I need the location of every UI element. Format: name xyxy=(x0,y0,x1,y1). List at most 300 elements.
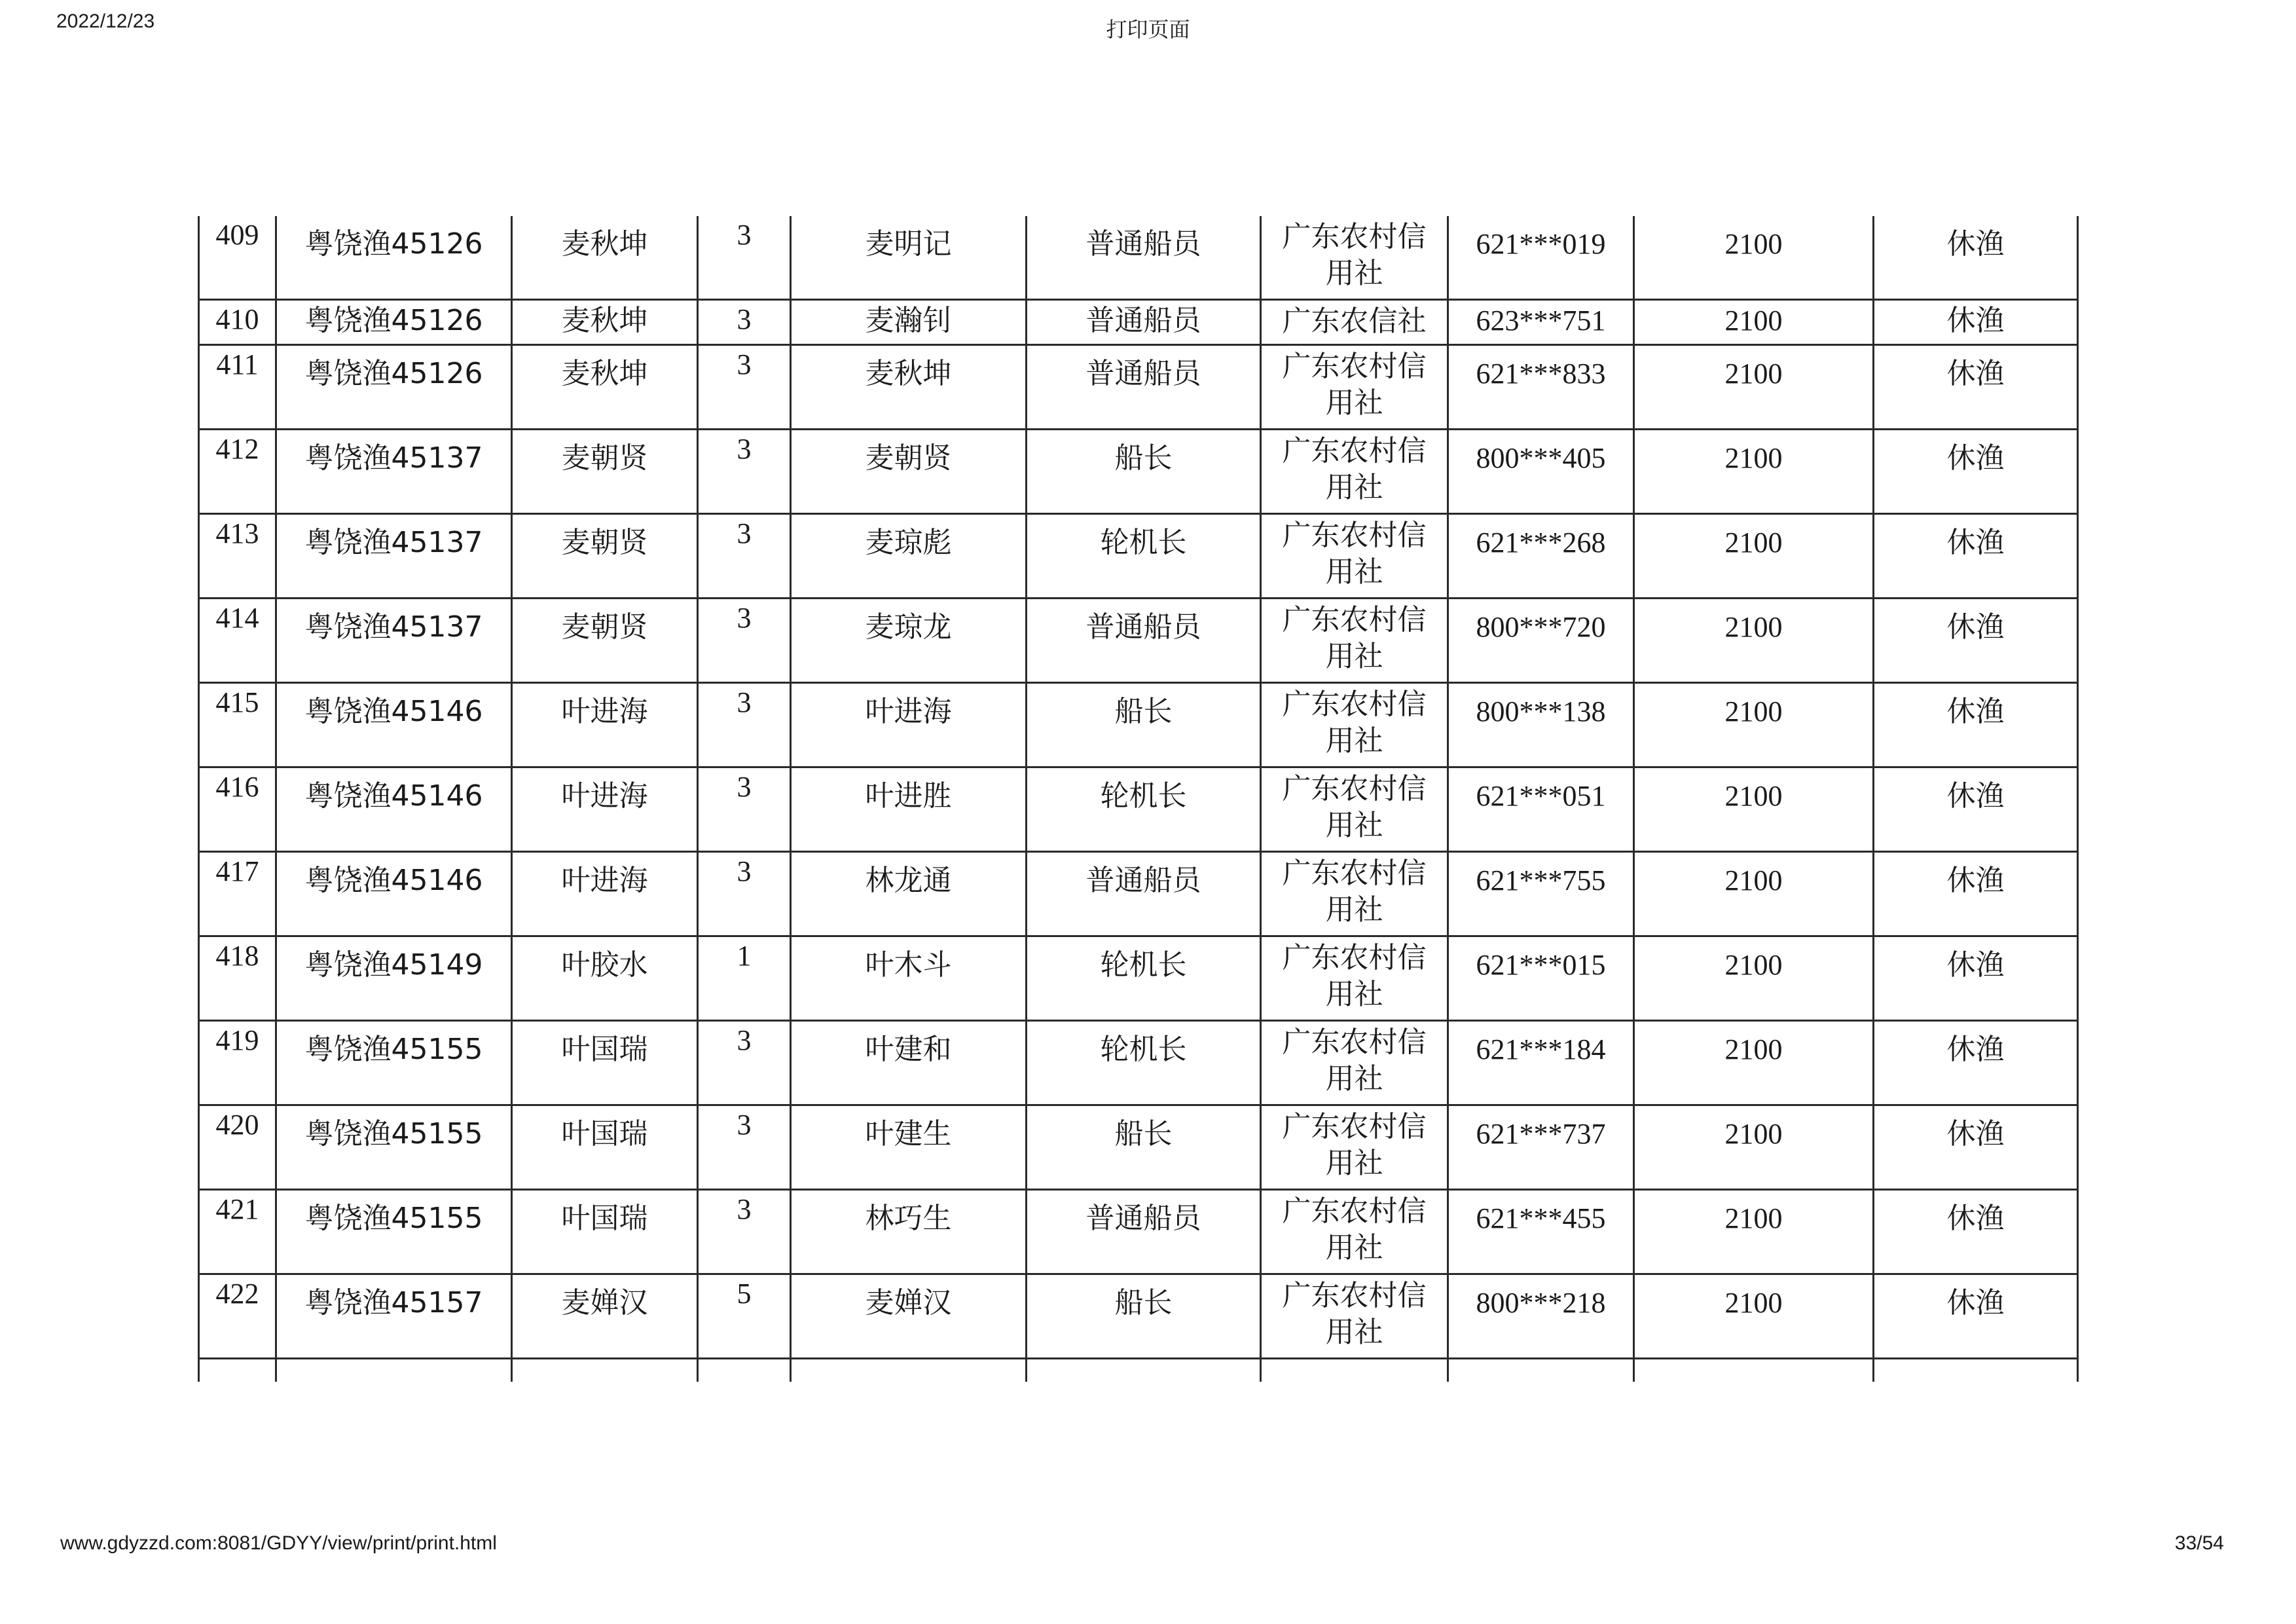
row-number-text: 420 xyxy=(215,1109,259,1141)
bank-name-line: 广东农村信 xyxy=(1282,350,1427,383)
account-cell xyxy=(1448,300,1634,345)
vessel-number-cell xyxy=(276,1274,512,1359)
amount-cell xyxy=(1634,1105,1874,1190)
amount-cell xyxy=(1634,430,1874,514)
owner-name-cell xyxy=(512,1274,698,1359)
crew-name-text: 叶建生 xyxy=(865,1117,952,1151)
bank-cell xyxy=(1261,767,1448,852)
crew-count-text: 3 xyxy=(737,348,752,380)
account-text: 621***833 xyxy=(1476,358,1606,390)
bank-cell xyxy=(1261,430,1448,514)
owner-name-text: 麦婵汉 xyxy=(561,1286,648,1320)
bank-name-line: 广东农村信 xyxy=(1282,1025,1427,1059)
crew-role-cell xyxy=(1027,936,1261,1021)
row-number-cell xyxy=(199,1190,276,1274)
crew-count-cell xyxy=(698,683,791,767)
crew-name-cell xyxy=(791,1190,1027,1274)
crew-subsidy-table xyxy=(198,216,2079,1382)
owner-name-text: 麦朝贤 xyxy=(561,441,648,475)
crew-count-text: 3 xyxy=(737,1109,752,1141)
crew-role-cell xyxy=(1027,852,1261,936)
crew-role-cell xyxy=(1027,430,1261,514)
amount-text: 2100 xyxy=(1724,864,1783,896)
crew-name-text: 林龙通 xyxy=(865,864,952,897)
account-cell xyxy=(1448,216,1634,300)
amount-cell xyxy=(1634,852,1874,936)
status-cell xyxy=(1874,767,2078,852)
bank-name-line: 广东农村信 xyxy=(1282,519,1427,552)
account-text: 621***455 xyxy=(1476,1202,1606,1234)
owner-name-cell xyxy=(512,1021,698,1105)
bank-name-line: 广东农村信 xyxy=(1282,772,1427,805)
amount-text: 2100 xyxy=(1724,442,1783,474)
crew-name-cell xyxy=(791,683,1027,767)
row-number-cell xyxy=(199,1274,276,1359)
crew-role-text: 轮机长 xyxy=(1100,948,1187,982)
owner-name-text: 叶国瑞 xyxy=(561,1202,648,1235)
bank-cell xyxy=(1261,514,1448,599)
row-number-cell xyxy=(199,852,276,936)
owner-name-text: 麦秋坤 xyxy=(561,304,648,337)
crew-role-cell xyxy=(1027,345,1261,430)
print-date: 2022/12/23 xyxy=(56,10,155,32)
account-text: 800***138 xyxy=(1476,695,1606,728)
bank-name-line: 用社 xyxy=(1325,555,1383,589)
table-row xyxy=(199,514,2078,599)
account-cell xyxy=(1448,514,1634,599)
crew-name-text: 麦琼彪 xyxy=(865,526,952,559)
owner-name-text: 叶国瑞 xyxy=(561,1117,648,1151)
table-row xyxy=(199,1190,2078,1274)
crew-count-cell xyxy=(698,300,791,345)
crew-count-text: 3 xyxy=(737,602,752,634)
table-row xyxy=(199,430,2078,514)
empty-cell xyxy=(199,1359,276,1382)
row-number-text: 418 xyxy=(215,940,259,972)
bank-cell xyxy=(1261,852,1448,936)
table-row xyxy=(199,936,2078,1021)
crew-role-cell xyxy=(1027,1105,1261,1190)
amount-cell xyxy=(1634,599,1874,683)
amount-cell xyxy=(1634,300,1874,345)
amount-cell xyxy=(1634,1190,1874,1274)
amount-text: 2100 xyxy=(1724,1202,1783,1234)
row-number-text: 421 xyxy=(215,1193,259,1225)
vessel-number-cell xyxy=(276,936,512,1021)
crew-role-text: 普通船员 xyxy=(1085,304,1201,337)
owner-name-text: 麦秋坤 xyxy=(561,357,648,390)
status-cell xyxy=(1874,852,2078,936)
page-number: 33/54 xyxy=(2174,1532,2224,1554)
bank-cell xyxy=(1261,216,1448,300)
crew-name-text: 麦婵汉 xyxy=(865,1286,952,1320)
owner-name-cell xyxy=(512,345,698,430)
empty-cell xyxy=(1027,1359,1261,1382)
crew-name-text: 叶建和 xyxy=(865,1033,952,1066)
amount-cell xyxy=(1634,345,1874,430)
bank-name-line: 广东农村信 xyxy=(1282,220,1427,253)
crew-role-cell xyxy=(1027,683,1261,767)
amount-cell xyxy=(1634,1274,1874,1359)
bank-name-line: 广东农信社 xyxy=(1282,304,1427,338)
vessel-number-text: 粤饶渔45126 xyxy=(304,304,483,337)
vessel-number-cell xyxy=(276,345,512,430)
status-cell xyxy=(1874,1190,2078,1274)
crew-count-cell xyxy=(698,936,791,1021)
account-text: 621***184 xyxy=(1476,1033,1606,1065)
row-number-cell xyxy=(199,345,276,430)
account-cell xyxy=(1448,852,1634,936)
vessel-number-cell xyxy=(276,1190,512,1274)
status-text: 休渔 xyxy=(1946,695,2005,728)
table-row xyxy=(199,345,2078,430)
amount-cell xyxy=(1634,767,1874,852)
row-number-cell xyxy=(199,767,276,852)
bank-name-line: 广东农村信 xyxy=(1282,857,1427,890)
row-number-cell xyxy=(199,300,276,345)
row-number-text: 410 xyxy=(215,303,259,335)
account-text: 621***051 xyxy=(1476,780,1606,812)
owner-name-text: 叶进海 xyxy=(561,779,648,813)
bank-name-line: 广东农村信 xyxy=(1282,1194,1427,1228)
row-number-cell xyxy=(199,936,276,1021)
crew-count-cell xyxy=(698,345,791,430)
crew-name-text: 麦秋坤 xyxy=(865,357,952,390)
amount-cell xyxy=(1634,1021,1874,1105)
crew-name-text: 麦明记 xyxy=(865,227,952,261)
account-cell xyxy=(1448,767,1634,852)
account-text: 621***015 xyxy=(1476,949,1606,981)
crew-count-text: 3 xyxy=(737,303,752,335)
crew-role-text: 船长 xyxy=(1114,441,1173,475)
crew-count-cell xyxy=(698,514,791,599)
status-cell xyxy=(1874,430,2078,514)
row-number-cell xyxy=(199,514,276,599)
crew-count-text: 1 xyxy=(737,940,752,972)
crew-role-text: 普通船员 xyxy=(1085,864,1201,897)
bank-cell xyxy=(1261,936,1448,1021)
account-cell xyxy=(1448,683,1634,767)
vessel-number-text: 粤饶渔45146 xyxy=(304,695,483,728)
bank-cell xyxy=(1261,599,1448,683)
empty-cell xyxy=(791,1359,1027,1382)
status-text: 休渔 xyxy=(1946,1286,2005,1320)
status-cell xyxy=(1874,345,2078,430)
crew-name-cell xyxy=(791,599,1027,683)
crew-count-cell xyxy=(698,430,791,514)
crew-name-text: 麦朝贤 xyxy=(865,441,952,475)
bank-cell xyxy=(1261,683,1448,767)
account-cell xyxy=(1448,599,1634,683)
row-number-cell xyxy=(199,599,276,683)
account-cell xyxy=(1448,1105,1634,1190)
bank-cell xyxy=(1261,1190,1448,1274)
row-number-text: 409 xyxy=(215,219,259,251)
crew-name-cell xyxy=(791,1021,1027,1105)
account-text: 621***019 xyxy=(1476,228,1606,260)
crew-name-text: 叶进胜 xyxy=(865,779,952,813)
row-number-text: 412 xyxy=(215,433,259,465)
vessel-number-cell xyxy=(276,599,512,683)
account-text: 621***737 xyxy=(1476,1118,1606,1150)
owner-name-text: 叶胶水 xyxy=(561,948,648,982)
bank-name-line: 用社 xyxy=(1325,1316,1383,1349)
row-number-text: 415 xyxy=(215,686,259,718)
status-text: 休渔 xyxy=(1946,948,2005,982)
bank-name-line: 用社 xyxy=(1325,1147,1383,1180)
vessel-number-cell xyxy=(276,514,512,599)
amount-text: 2100 xyxy=(1724,526,1783,559)
owner-name-cell xyxy=(512,430,698,514)
account-cell xyxy=(1448,430,1634,514)
crew-role-text: 普通船员 xyxy=(1085,1202,1201,1235)
status-text: 休渔 xyxy=(1946,1033,2005,1066)
vessel-number-cell xyxy=(276,767,512,852)
crew-count-cell xyxy=(698,216,791,300)
amount-text: 2100 xyxy=(1724,304,1783,337)
table-row xyxy=(199,1274,2078,1359)
crew-name-cell xyxy=(791,1105,1027,1190)
amount-cell xyxy=(1634,936,1874,1021)
vessel-number-cell xyxy=(276,300,512,345)
crew-name-text: 叶进海 xyxy=(865,695,952,728)
crew-role-cell xyxy=(1027,1190,1261,1274)
bank-name-line: 用社 xyxy=(1325,724,1383,758)
status-text: 休渔 xyxy=(1946,610,2005,644)
vessel-number-cell xyxy=(276,683,512,767)
bank-cell xyxy=(1261,345,1448,430)
amount-text: 2100 xyxy=(1724,780,1783,812)
bank-cell xyxy=(1261,1105,1448,1190)
owner-name-cell xyxy=(512,936,698,1021)
bank-name-line: 广东农村信 xyxy=(1282,434,1427,468)
table-row xyxy=(199,852,2078,936)
vessel-number-text: 粤饶渔45126 xyxy=(304,357,483,390)
bank-name-line: 用社 xyxy=(1325,809,1383,842)
crew-role-text: 船长 xyxy=(1114,695,1173,728)
vessel-number-text: 粤饶渔45157 xyxy=(304,1286,483,1320)
empty-cell xyxy=(1634,1359,1874,1382)
crew-role-cell xyxy=(1027,1021,1261,1105)
status-cell xyxy=(1874,1105,2078,1190)
bank-name-line: 广东农村信 xyxy=(1282,688,1427,721)
empty-cell xyxy=(1874,1359,2078,1382)
bank-name-line: 用社 xyxy=(1325,471,1383,504)
owner-name-text: 叶进海 xyxy=(561,695,648,728)
empty-cell xyxy=(276,1359,512,1382)
table-row xyxy=(199,300,2078,345)
amount-cell xyxy=(1634,216,1874,300)
crew-role-text: 船长 xyxy=(1114,1286,1173,1320)
bank-name-line: 用社 xyxy=(1325,386,1383,420)
status-cell xyxy=(1874,936,2078,1021)
row-number-cell xyxy=(199,1021,276,1105)
vessel-number-text: 粤饶渔45155 xyxy=(304,1033,483,1066)
status-text: 休渔 xyxy=(1946,227,2005,261)
continued-row-stub xyxy=(199,1359,2078,1382)
empty-cell xyxy=(512,1359,698,1382)
owner-name-text: 叶进海 xyxy=(561,864,648,897)
status-text: 休渔 xyxy=(1946,304,2005,337)
status-text: 休渔 xyxy=(1946,1117,2005,1151)
row-number-text: 417 xyxy=(215,855,259,887)
crew-count-cell xyxy=(698,1105,791,1190)
crew-role-text: 普通船员 xyxy=(1085,610,1201,644)
vessel-number-text: 粤饶渔45146 xyxy=(304,779,483,813)
crew-name-text: 林巧生 xyxy=(865,1202,952,1235)
owner-name-text: 麦朝贤 xyxy=(561,526,648,559)
account-text: 800***218 xyxy=(1476,1287,1606,1319)
crew-count-cell xyxy=(698,599,791,683)
amount-cell xyxy=(1634,683,1874,767)
amount-cell xyxy=(1634,514,1874,599)
crew-name-cell xyxy=(791,345,1027,430)
crew-count-cell xyxy=(698,1190,791,1274)
page-title: 打印页面 xyxy=(1106,17,1190,42)
crew-count-cell xyxy=(698,1274,791,1359)
owner-name-cell xyxy=(512,683,698,767)
vessel-number-text: 粤饶渔45137 xyxy=(304,526,483,559)
crew-role-cell xyxy=(1027,300,1261,345)
status-cell xyxy=(1874,599,2078,683)
amount-text: 2100 xyxy=(1724,949,1783,981)
account-text: 623***751 xyxy=(1476,304,1606,337)
status-cell xyxy=(1874,514,2078,599)
owner-name-text: 麦朝贤 xyxy=(561,610,648,644)
account-text: 800***720 xyxy=(1476,611,1606,643)
status-text: 休渔 xyxy=(1946,526,2005,559)
amount-text: 2100 xyxy=(1724,695,1783,728)
crew-name-cell xyxy=(791,216,1027,300)
empty-cell xyxy=(1448,1359,1634,1382)
crew-role-cell xyxy=(1027,767,1261,852)
vessel-number-text: 粤饶渔45126 xyxy=(304,227,483,261)
status-text: 休渔 xyxy=(1946,779,2005,813)
crew-role-text: 轮机长 xyxy=(1100,1033,1187,1066)
vessel-number-text: 粤饶渔45149 xyxy=(304,948,483,982)
bank-cell xyxy=(1261,1021,1448,1105)
table-row xyxy=(199,1021,2078,1105)
vessel-number-cell xyxy=(276,216,512,300)
crew-role-cell xyxy=(1027,514,1261,599)
vessel-number-text: 粤饶渔45155 xyxy=(304,1117,483,1151)
account-cell xyxy=(1448,1190,1634,1274)
bank-name-line: 用社 xyxy=(1325,1231,1383,1264)
amount-text: 2100 xyxy=(1724,1287,1783,1319)
crew-role-cell xyxy=(1027,1274,1261,1359)
account-cell xyxy=(1448,936,1634,1021)
vessel-number-text: 粤饶渔45137 xyxy=(304,441,483,475)
table-row xyxy=(199,1105,2078,1190)
crew-count-cell xyxy=(698,767,791,852)
bank-name-line: 用社 xyxy=(1325,978,1383,1011)
crew-count-text: 3 xyxy=(737,1024,752,1056)
crew-role-text: 轮机长 xyxy=(1100,779,1187,813)
table-row xyxy=(199,599,2078,683)
status-cell xyxy=(1874,300,2078,345)
crew-count-text: 3 xyxy=(737,219,752,251)
bank-name-line: 用社 xyxy=(1325,257,1383,290)
crew-count-text: 3 xyxy=(737,517,752,549)
crew-name-text: 麦琼龙 xyxy=(865,610,952,644)
row-number-text: 411 xyxy=(216,348,259,380)
crew-name-text: 叶木斗 xyxy=(865,948,952,982)
row-number-cell xyxy=(199,683,276,767)
crew-count-text: 3 xyxy=(737,771,752,803)
account-text: 621***755 xyxy=(1476,864,1606,896)
row-number-cell xyxy=(199,430,276,514)
table-row xyxy=(199,216,2078,300)
status-cell xyxy=(1874,216,2078,300)
owner-name-cell xyxy=(512,852,698,936)
status-cell xyxy=(1874,1021,2078,1105)
owner-name-text: 麦秋坤 xyxy=(561,227,648,261)
account-cell xyxy=(1448,1021,1634,1105)
owner-name-cell xyxy=(512,599,698,683)
vessel-number-cell xyxy=(276,430,512,514)
account-cell xyxy=(1448,345,1634,430)
crew-count-cell xyxy=(698,852,791,936)
bank-name-line: 用社 xyxy=(1325,640,1383,673)
amount-text: 2100 xyxy=(1724,1118,1783,1150)
owner-name-cell xyxy=(512,767,698,852)
account-cell xyxy=(1448,1274,1634,1359)
crew-name-text: 麦瀚钊 xyxy=(865,304,952,337)
crew-role-text: 普通船员 xyxy=(1085,357,1201,390)
crew-count-text: 3 xyxy=(737,686,752,718)
status-text: 休渔 xyxy=(1946,1202,2005,1235)
page-url: www.gdyzzd.com:8081/GDYY/view/print/print.html xyxy=(60,1532,497,1554)
crew-count-text: 3 xyxy=(737,855,752,887)
crew-role-cell xyxy=(1027,599,1261,683)
bank-cell xyxy=(1261,1274,1448,1359)
table-body xyxy=(199,216,2078,1382)
status-text: 休渔 xyxy=(1946,441,2005,475)
bank-name-line: 用社 xyxy=(1325,1062,1383,1096)
row-number-text: 413 xyxy=(215,517,259,549)
table-row xyxy=(199,767,2078,852)
crew-name-cell xyxy=(791,430,1027,514)
vessel-number-cell xyxy=(276,852,512,936)
vessel-number-cell xyxy=(276,1105,512,1190)
crew-name-cell xyxy=(791,300,1027,345)
amount-text: 2100 xyxy=(1724,611,1783,643)
crew-name-cell xyxy=(791,767,1027,852)
row-number-cell xyxy=(199,216,276,300)
crew-count-text: 3 xyxy=(737,433,752,465)
crew-count-text: 3 xyxy=(737,1193,752,1225)
crew-role-text: 普通船员 xyxy=(1085,227,1201,261)
crew-role-text: 船长 xyxy=(1114,1117,1173,1151)
owner-name-cell xyxy=(512,514,698,599)
row-number-text: 419 xyxy=(215,1024,259,1056)
bank-name-line: 用社 xyxy=(1325,893,1383,927)
vessel-number-cell xyxy=(276,1021,512,1105)
row-number-text: 414 xyxy=(215,602,259,634)
crew-count-text: 5 xyxy=(737,1278,752,1310)
owner-name-cell xyxy=(512,216,698,300)
account-text: 621***268 xyxy=(1476,526,1606,559)
vessel-number-text: 粤饶渔45137 xyxy=(304,610,483,644)
bank-name-line: 广东农村信 xyxy=(1282,603,1427,637)
empty-cell xyxy=(698,1359,791,1382)
crew-name-cell xyxy=(791,1274,1027,1359)
vessel-number-text: 粤饶渔45146 xyxy=(304,864,483,897)
bank-name-line: 广东农村信 xyxy=(1282,1110,1427,1143)
status-cell xyxy=(1874,1274,2078,1359)
table-row xyxy=(199,683,2078,767)
status-cell xyxy=(1874,683,2078,767)
